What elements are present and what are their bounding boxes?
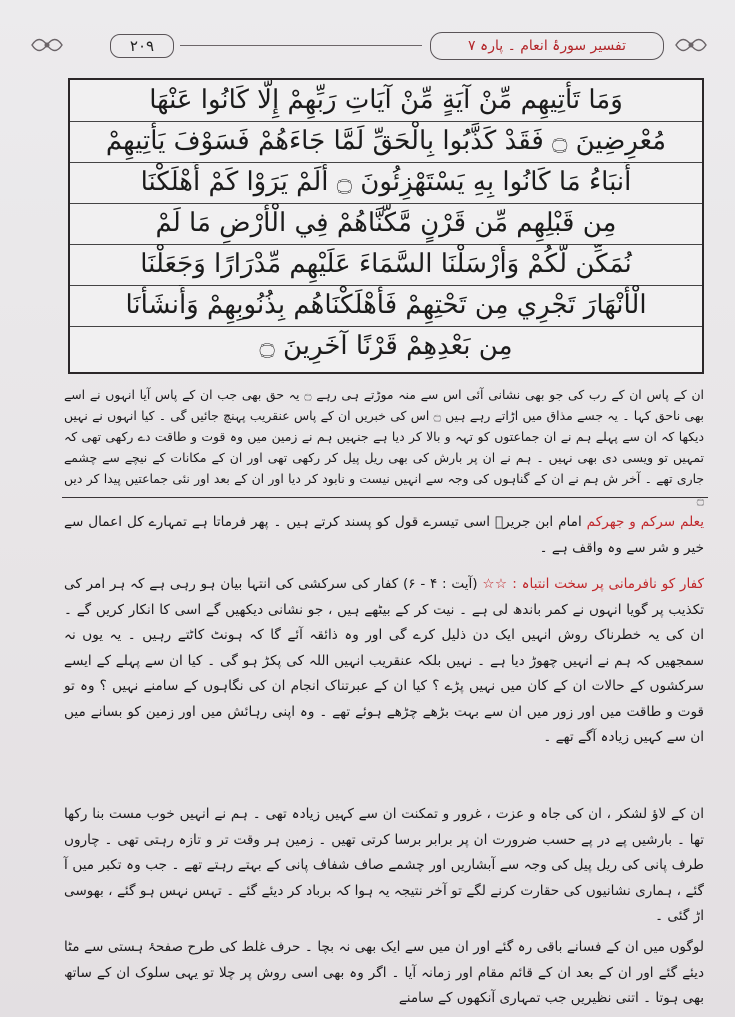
running-title: تفسیر سورۂ انعام ۔ پارہ ۷ bbox=[430, 32, 664, 60]
header-rule bbox=[180, 45, 422, 46]
section-divider bbox=[62, 497, 708, 498]
verse-line: مِن بَعْدِهِمْ قَرْنًا آخَرِينَ ۝ bbox=[259, 331, 513, 361]
section-heading: کفار کو نافرمانی پر سخت انتباہ : ☆☆ bbox=[482, 576, 704, 592]
intro-text: امام ابن جریرؒ اسی تیسرے قول کو پسند کرتے ہیں ۔ پھر فرماتا ہے تمہارے کل اعمال سے خیر و شر سے وہ واقف ہے ۔ bbox=[64, 514, 704, 556]
intro-verse-reference: یعلم سرکم و جھرکم bbox=[586, 514, 705, 530]
verse-line: مِن قَبْلِهِم مِّن قَرْنٍ مَّكَّنَّاهُمْ فِي الْأَرْضِ مَا لَمْ bbox=[70, 203, 702, 245]
verse-box bbox=[68, 78, 704, 374]
verse-line: أَنبَاءُ مَا كَانُوا بِهِ يَسْتَهْزِئُونَ ۝ أَلَمْ يَرَوْا كَمْ أَهْلَكْنَا bbox=[70, 162, 702, 204]
verse-line: مُعْرِضِينَ ۝ فَقَدْ كَذَّبُوا بِالْحَقِّ لَمَّا جَاءَهُمْ فَسَوْفَ يَأْتِيهِمْ bbox=[70, 121, 702, 163]
verse-line: وَمَا تَأْتِيهِم مِّنْ آيَةٍ مِّنْ آيَاتِ رَبِّهِمْ إِلَّا كَانُوا عَنْهَا bbox=[70, 80, 702, 122]
left-ornament-icon bbox=[30, 32, 64, 58]
page-header bbox=[30, 28, 730, 64]
right-ornament-icon bbox=[674, 32, 708, 58]
section-text: (آیت : ۴ - ۶) کفار کی سرکشی کی انتہا بیان ہو رہی ہے کہ ہر امر کی تکذیب پر گویا انہوں نے کمر باندھ لی ہے ۔ نیت کر کے بیٹھے ہیں ، جو نشانی دیکھیں گے اسی کا انکار کریں گے ۔ ان کی یہ خطرناک روش انہیں ایک دن ذلیل کرے گی اور وہ ذائقہ آئے گا کہ ہونٹ کاٹتے رہیں ۔ یہ یوں نہ سمجھیں کہ ہم نے انہیں چھوڑ دیا ہے ۔ نہیں بلکہ عنقریب انہیں اللہ کی پکڑ ہو گی ۔ کیا ان سے پہلے کے ایسے سرکشوں کے حالات ان کے کان میں نہیں پڑے ؟ کیا ان کے عبرتناک انجام ان کی نگاہوں کے سامنے نہیں ؟ وہ تو قوت و طاقت میں اور زور میں ان سے بہت بڑھے چڑھے ہوئے تھے ۔ وہ اپنی رہائش میں اور زمین کو بسانے میں ان سے کہیں زیادہ آگے تھے ۔ bbox=[64, 576, 704, 745]
verse-translation: ان کے پاس ان کے رب کی جو بھی نشانی آئی اس سے منہ موڑتے ہی رہے ۝ یہ حق بھی جب ان کے پاس آیا انہوں نے اسے بھی ناحق کہا ۔ یہ جسے مذاق میں اڑاتے رہے ہیں ۝ اس کی خبریں ان کے پاس عنقریب پہنچ جائیں گی ۔ کیا انہوں نے نہیں دیکھا کہ ان سے پہلے ہم نے ان جماعتوں کو تہہ و بالا کر دیا ہے جنہیں ہم نے زمین میں وہ قوت و طاقت دے رکھی تھی کہ تمہیں تو ویسی دی بھی نہیں ۔ ہم نے ان پر بارش کی بھی ریل پیل کر رکھی تھی اور ان کے مکانات کے نیچے سے چشمے جاری تھے ۔ آخر ش ہم نے ان کے گناہوں کی وجہ سے انہیں نیست و نابود کر دیا اور ان کے بعد اور نئی جماعتیں پیدا کر دیں ۝ bbox=[64, 387, 704, 507]
commentary-section bbox=[64, 572, 704, 751]
commentary-paragraph: ان کے لاؤ لشکر ، ان کی جاہ و عزت ، غرور و تمکنت ان سے کہیں زیادہ تھی ۔ ہم نے انہیں خوب مست بنا رکھا تھا ۔ بارشیں پے در پے حسب ضرورت ان پر برابر برسا کرتی تھیں ۔ زمین ہر وقت تر و تازہ رہتی تھی ۔ چاروں طرف پانی کی ریل پیل کی وجہ سے آبشاریں اور چشمے صاف شفاف پانی کے بہتے رہتے تھے ۔ جب وہ تکبر میں آ گئے ، ہماری نشانیوں کی حقارت کرنے لگے تو آخر نتیجہ یہ ہوا کہ برباد کر دیئے گئے ۔ تہس نہس ہو گئے ، بھوسی اڑ گئی ۔ bbox=[64, 806, 704, 924]
commentary-paragraph: لوگوں میں ان کے فسانے باقی رہ گئے اور ان میں سے ایک بھی نہ بچا ۔ حرف غلط کی طرح صفحۂ ہستی سے مٹا دیئے گئے اور ان کے بعد ان کے قائم مقام اور زمانہ آیا ۔ اگر وہ بھی اسی روش پر چلا تو یہی سلوک ان کے ساتھ بھی ہوتا ۔ اتنی نظیریں جب تمہاری آنکھوں کے سامنے bbox=[64, 939, 704, 1006]
page-number: ۲۰۹ bbox=[110, 34, 174, 58]
verse-line: نُمَكِّن لَّكُمْ وَأَرْسَلْنَا السَّمَاءَ عَلَيْهِم مِّدْرَارًا وَجَعَلْنَا bbox=[70, 244, 702, 286]
verse-line: الْأَنْهَارَ تَجْرِي مِن تَحْتِهِمْ فَأَهْلَكْنَاهُم بِذُنُوبِهِمْ وَأَنشَأْنَا bbox=[70, 285, 702, 327]
commentary-intro bbox=[64, 510, 704, 561]
